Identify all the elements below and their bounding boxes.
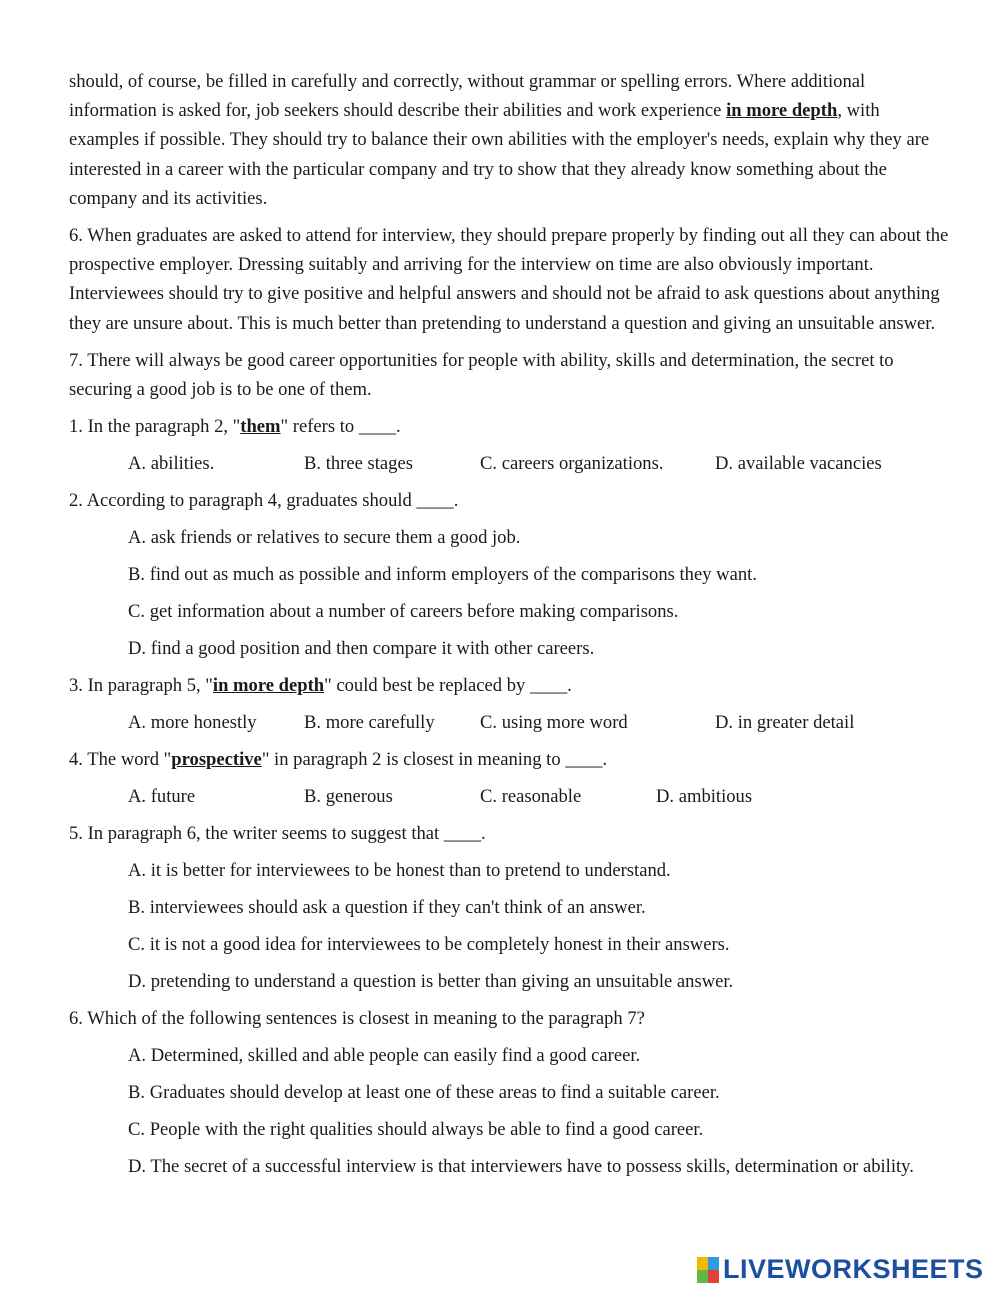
question-1-options bbox=[128, 449, 954, 478]
q1-option-a[interactable]: A. abilities. bbox=[128, 453, 215, 475]
q2-option-a[interactable]: A. ask friends or relatives to secure them a good job. bbox=[128, 527, 521, 549]
question-3-options bbox=[128, 708, 954, 737]
liveworksheets-icon bbox=[697, 1257, 719, 1283]
paragraph-7: 7. There will always be good career opportunities for people with ability, skills and determination, the secret to securing a good job is to be one of them. bbox=[69, 349, 894, 401]
q5-option-a[interactable]: A. it is better for interviewees to be honest than to pretend to understand. bbox=[128, 860, 671, 882]
q6-option-b[interactable]: B. Graduates should develop at least one of these areas to find a suitable career. bbox=[128, 1082, 720, 1104]
worksheet-page bbox=[69, 67, 954, 1189]
liveworksheets-wordmark: LIVEWORKSHEETS bbox=[723, 1254, 984, 1284]
q3-option-b[interactable]: B. more carefully bbox=[304, 712, 435, 734]
highlighted-phrase: in more depth bbox=[726, 100, 838, 122]
question-3: 3. In paragraph 5, "in more depth" could best be replaced by ____. bbox=[69, 675, 572, 697]
question-1: 1. In the paragraph 2, "them" refers to ____. bbox=[69, 416, 401, 438]
q3-option-a[interactable]: A. more honestly bbox=[128, 712, 257, 734]
q4-option-a[interactable]: A. future bbox=[128, 786, 196, 808]
q6-option-d[interactable]: D. The secret of a successful interview is that interviewers have to possess skills, determination or ability. bbox=[128, 1156, 914, 1178]
q4-option-b[interactable]: B. generous bbox=[304, 786, 393, 808]
q1-option-c[interactable]: C. careers organizations. bbox=[480, 453, 664, 475]
question-1-keyword: them bbox=[240, 416, 281, 438]
question-4-options bbox=[128, 782, 954, 811]
q5-option-d[interactable]: D. pretending to understand a question is better than giving an unsuitable answer. bbox=[128, 971, 734, 993]
question-6: 6. Which of the following sentences is closest in meaning to the paragraph 7? bbox=[69, 1008, 645, 1030]
question-4-keyword: prospective bbox=[171, 749, 262, 771]
q1-option-d[interactable]: D. available vacancies bbox=[715, 453, 882, 475]
q6-option-a[interactable]: A. Determined, skilled and able people can easily find a good career. bbox=[128, 1045, 641, 1067]
q5-option-c[interactable]: C. it is not a good idea for interviewees to be completely honest in their answers. bbox=[128, 934, 730, 956]
question-5: 5. In paragraph 6, the writer seems to suggest that ____. bbox=[69, 823, 486, 845]
q4-option-c[interactable]: C. reasonable bbox=[480, 786, 582, 808]
q3-option-c[interactable]: C. using more word bbox=[480, 712, 628, 734]
q2-option-d[interactable]: D. find a good position and then compare it with other careers. bbox=[128, 638, 595, 660]
q1-option-b[interactable]: B. three stages bbox=[304, 453, 413, 475]
paragraph-6: 6. When graduates are asked to attend for interview, they should prepare properly by finding out all they can about the prospective employer. Dressing suitably and arriving for the interview on time are also obviously important. Interviewees should try to give positive and helpful answers and should not be afraid to ask questions about anything they are unsure about. This is much better than pretending to understand a question and giving an unsuitable answer. bbox=[69, 225, 949, 334]
q5-option-b[interactable]: B. interviewees should ask a question if they can't think of an answer. bbox=[128, 897, 646, 919]
question-2: 2. According to paragraph 4, graduates should ____. bbox=[69, 490, 459, 512]
q4-option-d[interactable]: D. ambitious bbox=[656, 786, 753, 808]
paragraph-5-continued: should, of course, be filled in carefully and correctly, without grammar or spelling errors. Where additional information is asked for, job seekers should describe their abilities and work experience in more depth, with examples if possible. They should try to balance their own abilities with the employer's needs, explain why they are interested in a career with the particular company and try to show that they already know something about the company and its activities. bbox=[69, 71, 930, 209]
q3-option-d[interactable]: D. in greater detail bbox=[715, 712, 855, 734]
q2-option-c[interactable]: C. get information about a number of careers before making comparisons. bbox=[128, 601, 679, 623]
question-3-keyword: in more depth bbox=[212, 675, 325, 697]
question-4: 4. The word "prospective" in paragraph 2 is closest in meaning to ____. bbox=[69, 749, 608, 771]
q2-option-b[interactable]: B. find out as much as possible and inform employers of the comparisons they want. bbox=[128, 564, 757, 586]
q6-option-c[interactable]: C. People with the right qualities should always be able to find a good career. bbox=[128, 1119, 704, 1141]
liveworksheets-logo bbox=[697, 1254, 984, 1285]
